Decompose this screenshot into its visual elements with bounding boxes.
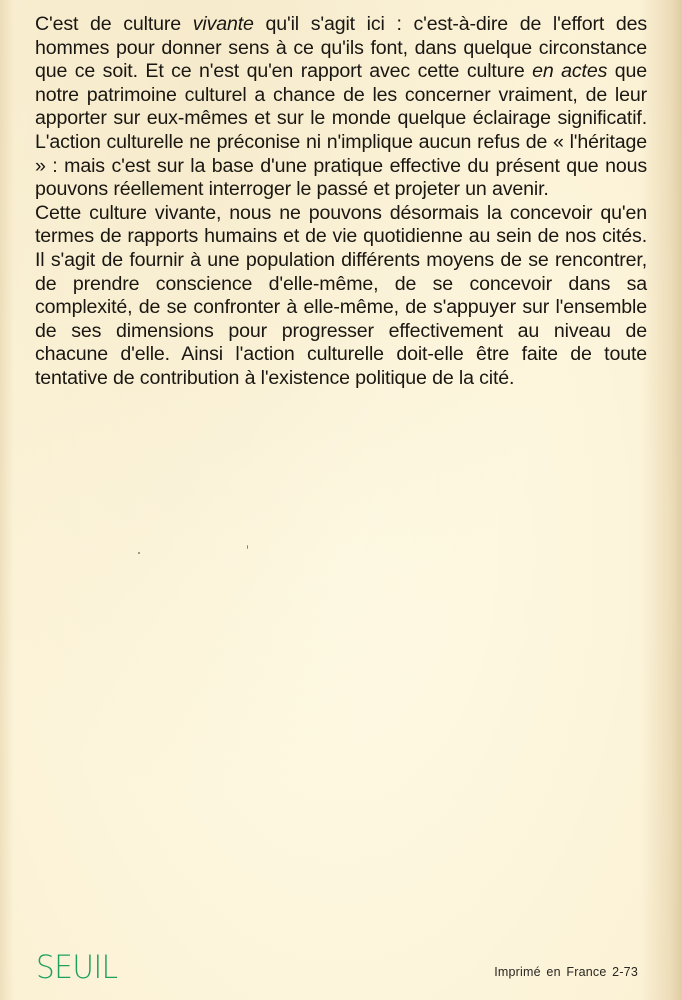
italic-vivante: vivante bbox=[192, 13, 254, 35]
paper-speck bbox=[138, 552, 140, 554]
italic-en-actes: en actes bbox=[532, 60, 608, 83]
imprint-line: Imprimé en France 2-73 bbox=[494, 965, 638, 979]
text-segment: que notre patrimoine culturel a chance de les concerner vraiment, de leur apporter sur eux-mêmes et sur le monde quelque éclairage significatif. L'action culturelle ne préconise ni n'implique aucun refus de « l'héritage » : mais c'est sur la base d'une pratique effective du présent que nous pouvons réellement interroger le passé et projeter un avenir. bbox=[35, 60, 648, 201]
publisher-logo: SEUIL bbox=[36, 948, 118, 986]
paragraph-2: Cette culture vivante, nous ne pouvons désormais la concevoir qu'en termes de rapports humains et de vie quotidienne au sein de nos cités. Il s'agit de fournir à une population différents moyens de se rencontrer, de prendre conscience d'elle-même, de se concevoir dans sa complexité, de se confronter à elle-même, de s'appuyer sur l'ensemble de ses dimensions pour progresser effectivement au niveau de chacune d'elle. Ainsi l'action culturelle doit-elle être faite de toute tentative de contribution à l'existence politique de la cité. bbox=[35, 201, 647, 389]
paper-speck bbox=[247, 545, 248, 549]
text-segment: qu'il s'agit ici : c'est-à-dire de l'effort des hommes pour donner sens à ce qu'ils font, dans quelque circonstance que ce soit. Et ce n'est qu'en rapport avec cette culture bbox=[35, 13, 647, 83]
paragraph-1 bbox=[35, 13, 647, 202]
back-cover-text bbox=[35, 13, 647, 391]
text-segment: C'est de culture bbox=[35, 13, 193, 35]
